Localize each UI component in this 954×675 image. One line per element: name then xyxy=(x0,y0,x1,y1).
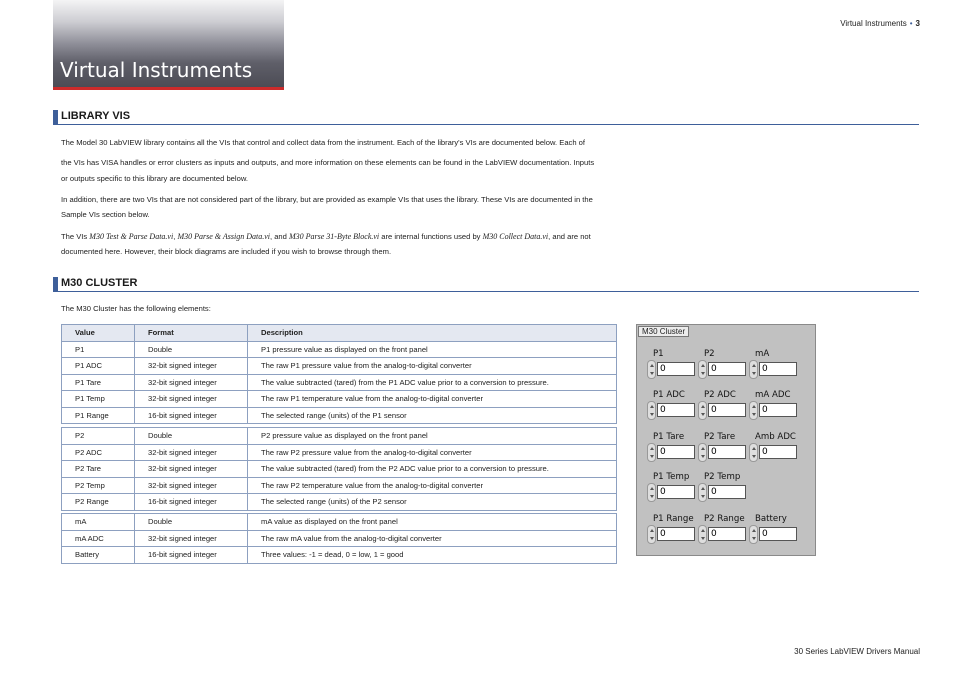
increment-decrement-arrows-icon xyxy=(647,525,656,544)
vi-name-collect-data: M30 Collect Data.vi xyxy=(482,232,549,241)
increment-decrement-arrows-icon xyxy=(647,443,656,462)
table-row xyxy=(62,530,617,547)
cell-value: P1 Tare xyxy=(62,374,135,391)
table-row xyxy=(62,514,617,531)
increment-decrement-arrows-icon xyxy=(749,443,758,462)
cell-value: P2 Temp xyxy=(62,477,135,494)
chapter-title-block xyxy=(53,0,284,90)
numeric-field: 0 xyxy=(708,362,746,376)
cell-description: The raw P1 pressure value from the analog-to-digital converter xyxy=(248,358,617,375)
cell-description: Three values: -1 = dead, 0 = low, 1 = good xyxy=(248,547,617,564)
control-label: P2 xyxy=(704,349,715,359)
cell-format: 32-bit signed integer xyxy=(135,391,248,408)
numeric-control-battery xyxy=(749,514,797,544)
control-label: P1 Tare xyxy=(653,432,685,442)
table-header-row xyxy=(62,325,617,342)
numeric-field: 0 xyxy=(657,485,695,499)
numeric-control-p1-range xyxy=(647,514,695,544)
p3-text-4: are internal functions used by xyxy=(379,232,483,241)
library-vis-heading-text: LIBRARY VIS xyxy=(61,110,131,122)
numeric-control-amb-adc xyxy=(749,432,797,462)
control-label: P1 Range xyxy=(653,514,694,524)
table-row xyxy=(62,461,617,478)
increment-decrement-arrows-icon xyxy=(647,401,656,420)
heading-marker xyxy=(53,277,58,291)
column-header-format: Format xyxy=(135,325,248,342)
elements-table-group-2 xyxy=(61,427,617,511)
numeric-control-ma-adc xyxy=(749,390,797,420)
control-label: P2 ADC xyxy=(704,390,736,400)
vi-name-parse-assign: M30 Parse & Assign Data.vi xyxy=(177,232,270,241)
p3-text-5: , and are not xyxy=(548,232,591,241)
numeric-control-p1 xyxy=(647,349,695,379)
column-header-description: Description xyxy=(248,325,617,342)
table-row xyxy=(62,477,617,494)
increment-decrement-arrows-icon xyxy=(749,401,758,420)
m30-cluster-panel xyxy=(636,324,816,556)
heading-marker xyxy=(53,110,58,124)
cell-description: The selected range (units) of the P1 sensor xyxy=(248,407,617,424)
cell-format: 32-bit signed integer xyxy=(135,374,248,391)
cell-value: mA ADC xyxy=(62,530,135,547)
numeric-control-p1-tare xyxy=(647,432,695,462)
control-label: P2 Tare xyxy=(704,432,736,442)
numeric-field: 0 xyxy=(708,403,746,417)
numeric-control-p1-adc xyxy=(647,390,695,420)
increment-decrement-arrows-icon xyxy=(698,401,707,420)
m30-cluster-heading xyxy=(53,276,919,292)
control-label: P1 xyxy=(653,349,664,359)
cell-value: P2 Tare xyxy=(62,461,135,478)
library-vis-heading xyxy=(53,109,919,125)
cell-description: The raw P2 pressure value from the analog-to-digital converter xyxy=(248,444,617,461)
cell-value: Battery xyxy=(62,547,135,564)
page-number: 3 xyxy=(915,19,920,28)
chapter-title: Virtual Instruments xyxy=(60,58,253,82)
m30-cluster-intro: The M30 Cluster has the following elements: xyxy=(61,304,211,313)
numeric-control-p2-adc xyxy=(698,390,746,420)
increment-decrement-arrows-icon xyxy=(647,360,656,379)
page-footer: 30 Series LabVIEW Drivers Manual xyxy=(794,647,920,656)
numeric-field: 0 xyxy=(657,527,695,541)
cell-format: Double xyxy=(135,428,248,445)
library-paragraph-2-line-1: In addition, there are two VIs that are not considered part of the library, but are provided as example VIs that uses the library. These VIs are documented in the xyxy=(61,195,593,204)
table-row xyxy=(62,444,617,461)
increment-decrement-arrows-icon xyxy=(698,483,707,502)
cell-value: P2 ADC xyxy=(62,444,135,461)
table-row xyxy=(62,391,617,408)
control-label: Amb ADC xyxy=(755,432,796,442)
cell-format: 32-bit signed integer xyxy=(135,530,248,547)
control-label: P1 ADC xyxy=(653,390,685,400)
numeric-control-p1-temp xyxy=(647,472,695,502)
increment-decrement-arrows-icon xyxy=(698,443,707,462)
vi-name-test-parse: M30 Test & Parse Data.vi xyxy=(89,232,174,241)
cell-format: 16-bit signed integer xyxy=(135,407,248,424)
library-paragraph-3-line-2: documented here. However, their block diagrams are included if you wish to browse through them. xyxy=(61,247,392,256)
cell-description: The raw P2 temperature value from the analog-to-digital converter xyxy=(248,477,617,494)
table-row xyxy=(62,428,617,445)
cell-value: P2 Range xyxy=(62,494,135,511)
numeric-field: 0 xyxy=(708,527,746,541)
cell-value: P1 Range xyxy=(62,407,135,424)
vi-name-parse-block: M30 Parse 31-Byte Block.vi xyxy=(288,232,380,241)
increment-decrement-arrows-icon xyxy=(749,360,758,379)
control-label: Battery xyxy=(755,514,787,524)
library-paragraph-1-line-3: or outputs specific to this library are documented below. xyxy=(61,174,248,183)
numeric-control-p2-tare xyxy=(698,432,746,462)
cell-format: 32-bit signed integer xyxy=(135,461,248,478)
p3-text-1: The VIs xyxy=(61,232,90,241)
numeric-control-p2-range xyxy=(698,514,746,544)
numeric-field: 0 xyxy=(708,445,746,459)
numeric-field: 0 xyxy=(657,445,695,459)
cell-format: Double xyxy=(135,341,248,358)
cell-format: 32-bit signed integer xyxy=(135,477,248,494)
control-label: P2 Range xyxy=(704,514,745,524)
running-title: Virtual Instruments xyxy=(840,19,907,28)
p3-text-2: , xyxy=(173,232,178,241)
cell-value: P1 Temp xyxy=(62,391,135,408)
cell-value: mA xyxy=(62,514,135,531)
numeric-control-p2 xyxy=(698,349,746,379)
numeric-field: 0 xyxy=(759,445,797,459)
cell-description: The raw P1 temperature value from the analog-to-digital converter xyxy=(248,391,617,408)
numeric-field: 0 xyxy=(708,485,746,499)
numeric-control-p2-temp xyxy=(698,472,746,502)
p3-text-3: , and xyxy=(269,232,289,241)
cell-description: P2 pressure value as displayed on the front panel xyxy=(248,428,617,445)
increment-decrement-arrows-icon xyxy=(647,483,656,502)
cell-description: P1 pressure value as displayed on the front panel xyxy=(248,341,617,358)
column-header-value: Value xyxy=(62,325,135,342)
m30-cluster-heading-text: M30 CLUSTER xyxy=(61,277,138,289)
control-label: P1 Temp xyxy=(653,472,690,482)
numeric-field: 0 xyxy=(657,362,695,376)
cell-description: The value subtracted (tared) from the P1 ADC value prior to a conversion to pressure. xyxy=(248,374,617,391)
library-paragraph-2-line-2: Sample VIs section below. xyxy=(61,210,150,219)
control-label: P2 Temp xyxy=(704,472,741,482)
library-paragraph-1-line-1: The Model 30 LabVIEW library contains all the VIs that control and collect data from the instrument. Each of the library's VIs are documented below. Each of xyxy=(61,138,586,147)
increment-decrement-arrows-icon xyxy=(698,525,707,544)
elements-table-group-1 xyxy=(61,324,617,424)
increment-decrement-arrows-icon xyxy=(749,525,758,544)
numeric-field: 0 xyxy=(759,527,797,541)
cell-description: The raw mA value from the analog-to-digital converter xyxy=(248,530,617,547)
numeric-field: 0 xyxy=(657,403,695,417)
running-header xyxy=(840,19,920,28)
control-label: mA xyxy=(755,349,770,359)
cell-format: Double xyxy=(135,514,248,531)
control-label: mA ADC xyxy=(755,390,791,400)
cell-description: The value subtracted (tared) from the P2 ADC value prior to a conversion to pressure. xyxy=(248,461,617,478)
library-paragraph-3-line-1 xyxy=(61,232,591,241)
numeric-control-ma xyxy=(749,349,797,379)
cell-format: 16-bit signed integer xyxy=(135,547,248,564)
cluster-label: M30 Cluster xyxy=(638,326,689,337)
increment-decrement-arrows-icon xyxy=(698,360,707,379)
table-row xyxy=(62,341,617,358)
elements-table-group-3 xyxy=(61,513,617,564)
cell-description: mA value as displayed on the front panel xyxy=(248,514,617,531)
cell-format: 32-bit signed integer xyxy=(135,444,248,461)
numeric-field: 0 xyxy=(759,403,797,417)
cell-value: P2 xyxy=(62,428,135,445)
bullet-separator: • xyxy=(909,19,913,28)
cell-format: 16-bit signed integer xyxy=(135,494,248,511)
cell-description: The selected range (units) of the P2 sensor xyxy=(248,494,617,511)
cell-value: P1 ADC xyxy=(62,358,135,375)
numeric-field: 0 xyxy=(759,362,797,376)
table-row xyxy=(62,358,617,375)
table-row xyxy=(62,494,617,511)
table-row xyxy=(62,374,617,391)
cell-value: P1 xyxy=(62,341,135,358)
table-row xyxy=(62,407,617,424)
library-paragraph-1-line-2: the VIs has VISA handles or error clusters as inputs and outputs, and more information on these elements can be found in the LabVIEW documentation. Inputs xyxy=(61,158,595,167)
cell-format: 32-bit signed integer xyxy=(135,358,248,375)
table-row xyxy=(62,547,617,564)
